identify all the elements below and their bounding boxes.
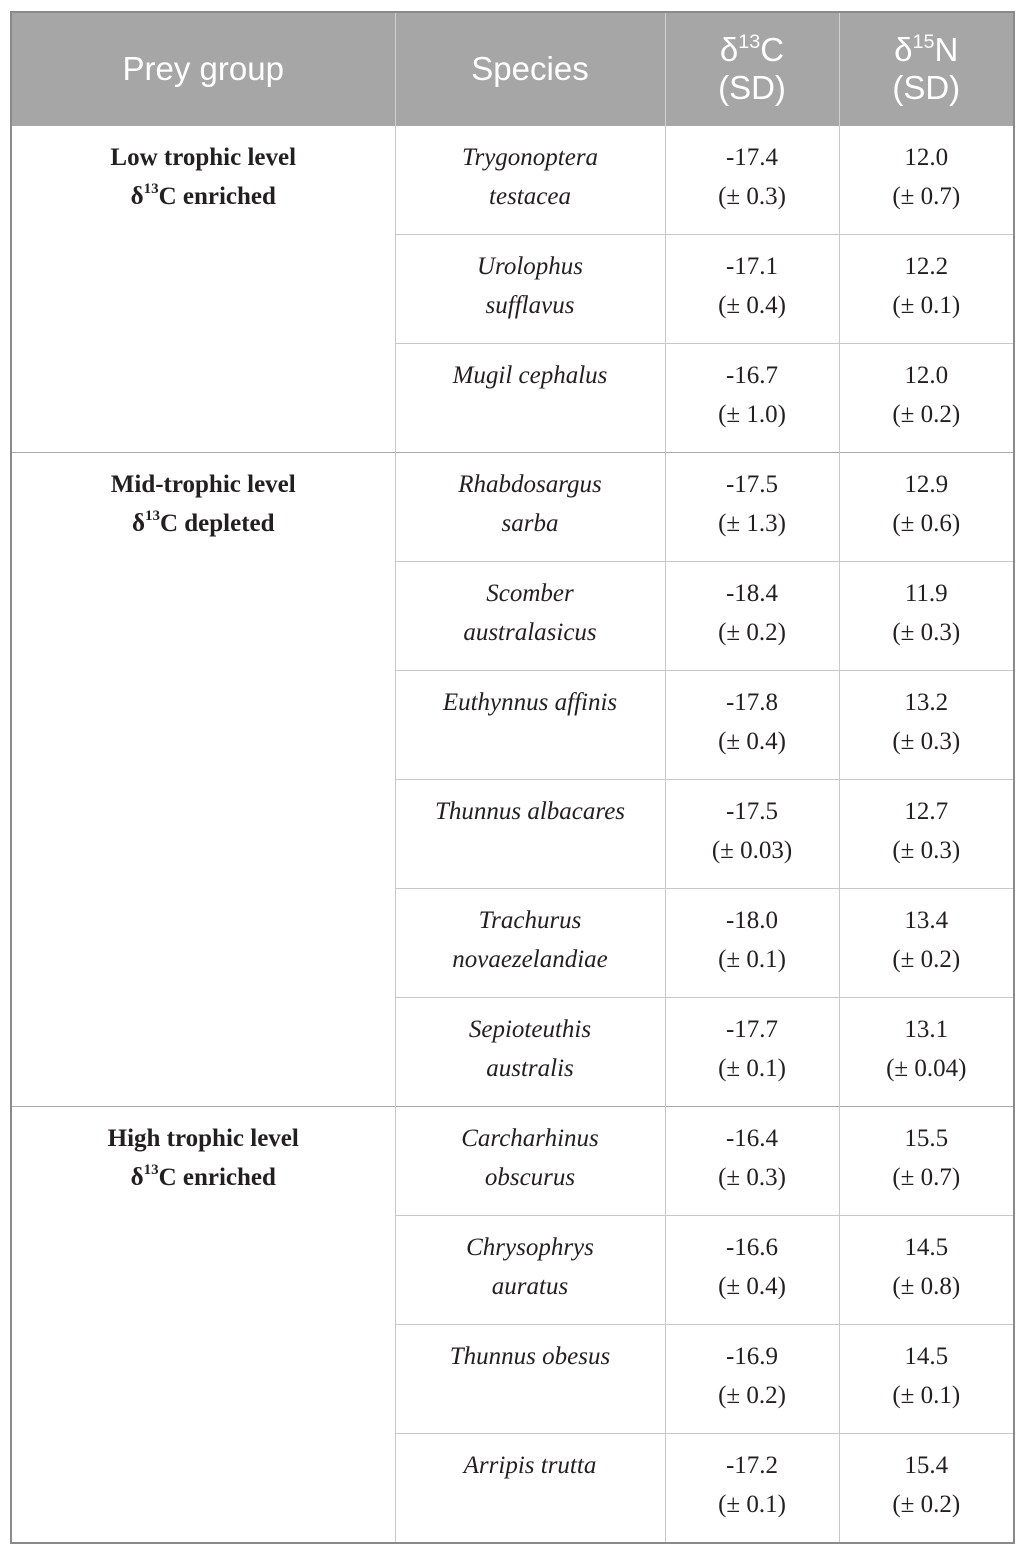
d13c-cell — [665, 344, 839, 453]
d15n-cell — [839, 562, 1014, 671]
table-body — [11, 126, 1014, 1544]
species-cell — [395, 1107, 665, 1216]
d15n-sd: (± 0.2) — [892, 946, 961, 973]
species-line2: testacea — [489, 183, 571, 210]
d15n-value: 12.2 — [904, 253, 949, 280]
d15n-cell — [839, 1325, 1014, 1434]
d15n-value: 13.1 — [904, 1016, 949, 1043]
species-cell — [395, 453, 665, 562]
prey-group-line1: High trophic level — [107, 1125, 299, 1152]
d15n-value: 12.7 — [904, 798, 949, 825]
d15n-value: 11.9 — [904, 580, 948, 607]
species-line1: Carcharhinus — [461, 1125, 599, 1152]
d13c-value: -17.5 — [725, 798, 779, 825]
species-line1: Thunnus albacares — [434, 798, 626, 825]
species-line1: Trygonoptera — [461, 144, 599, 171]
species-cell — [395, 1434, 665, 1544]
d15n-sd: (± 0.7) — [892, 1164, 961, 1191]
d15n-sd: (± 0.1) — [892, 292, 961, 319]
d13c-value: -16.9 — [725, 1343, 779, 1370]
d15n-value: 12.0 — [904, 144, 949, 171]
d13c-sd: (± 0.1) — [718, 946, 786, 973]
species-line1: Thunnus obesus — [449, 1343, 611, 1370]
d13c-value: -16.4 — [725, 1125, 779, 1152]
d15n-sd: (± 0.2) — [892, 1491, 961, 1518]
species-line1: Euthynnus affinis — [442, 689, 618, 716]
d13c-cell — [665, 1325, 839, 1434]
d15n-cell — [839, 1107, 1014, 1216]
d15n-cell — [839, 1434, 1014, 1544]
prey-group-cell — [11, 1107, 395, 1544]
d15n-sd: (± 0.7) — [892, 183, 961, 210]
prey-group-line1: Low trophic level — [110, 144, 297, 171]
table-row — [11, 126, 1014, 235]
species-line1: Arripis trutta — [463, 1452, 597, 1479]
d13c-value: -17.8 — [725, 689, 779, 716]
d15n-sd: (± 0.3) — [892, 619, 961, 646]
d15n-cell — [839, 344, 1014, 453]
d15n-sd: (± 0.1) — [892, 1382, 961, 1409]
d15n-value: 14.5 — [904, 1343, 949, 1370]
d13c-cell — [665, 453, 839, 562]
species-line2: obscurus — [484, 1164, 576, 1191]
d15n-value: 15.5 — [904, 1125, 949, 1152]
d13c-sd: (± 1.3) — [718, 510, 786, 537]
header-d15n-symbol: δ — [894, 31, 913, 68]
table-row — [11, 453, 1014, 562]
d15n-sd: (± 0.04) — [886, 1055, 967, 1082]
d13c-value: -17.2 — [725, 1452, 779, 1479]
prey-group-cell — [11, 453, 395, 1107]
header-d13c-sd: (SD) — [718, 69, 786, 106]
d13c-cell — [665, 1216, 839, 1325]
species-cell — [395, 235, 665, 344]
prey-group-symbol: δ — [130, 183, 144, 210]
isotope-table — [10, 11, 1015, 1544]
header-d15n-sd: (SD) — [892, 69, 961, 106]
d13c-cell — [665, 1107, 839, 1216]
d13c-value: -16.6 — [725, 1234, 779, 1261]
prey-group-sup: 13 — [143, 181, 159, 198]
d13c-sd: (± 0.03) — [711, 837, 793, 864]
d15n-cell — [839, 671, 1014, 780]
d13c-cell — [665, 562, 839, 671]
header-d13c — [665, 12, 839, 126]
d15n-sd: (± 0.6) — [892, 510, 961, 537]
d15n-value: 13.2 — [904, 689, 949, 716]
d15n-sd: (± 0.8) — [892, 1273, 961, 1300]
d13c-sd: (± 0.4) — [718, 1273, 786, 1300]
prey-group-line2: C enriched — [158, 1164, 276, 1191]
species-line1: Rhabdosargus — [458, 471, 602, 498]
d15n-value: 12.9 — [904, 471, 949, 498]
d13c-cell — [665, 889, 839, 998]
prey-group-line1: Mid-trophic level — [110, 471, 296, 498]
species-line1: Urolophus — [476, 253, 584, 280]
d13c-sd: (± 0.3) — [718, 1164, 786, 1191]
header-species: Species — [395, 12, 665, 126]
species-cell — [395, 126, 665, 235]
d15n-cell — [839, 1216, 1014, 1325]
species-cell — [395, 562, 665, 671]
header-prey-group: Prey group — [11, 12, 395, 126]
d13c-value: -17.4 — [725, 144, 779, 171]
d13c-sd: (± 0.3) — [718, 183, 786, 210]
d15n-cell — [839, 780, 1014, 889]
species-cell — [395, 780, 665, 889]
header-d15n-sup: 15 — [912, 31, 935, 54]
d15n-cell — [839, 889, 1014, 998]
species-line2: auratus — [491, 1273, 569, 1300]
prey-group-line2: C depleted — [159, 510, 275, 537]
d15n-cell — [839, 235, 1014, 344]
species-line1: Trachurus — [478, 907, 582, 934]
prey-group-sup: 13 — [143, 1162, 159, 1179]
d13c-cell — [665, 998, 839, 1107]
prey-group-sup: 13 — [144, 508, 160, 525]
d13c-value: -17.7 — [725, 1016, 779, 1043]
species-line2: australis — [486, 1055, 574, 1082]
species-cell — [395, 344, 665, 453]
species-cell — [395, 1216, 665, 1325]
d15n-value: 12.0 — [904, 362, 949, 389]
d13c-value: -18.0 — [725, 907, 779, 934]
d13c-sd: (± 0.1) — [718, 1491, 786, 1518]
d13c-cell — [665, 235, 839, 344]
header-row — [11, 12, 1014, 126]
species-line1: Mugil cephalus — [452, 362, 608, 389]
species-line1: Scomber — [486, 580, 574, 607]
header-d15n — [839, 12, 1014, 126]
species-line2: novaezelandiae — [452, 946, 608, 973]
prey-group-symbol: δ — [130, 1164, 144, 1191]
species-cell — [395, 1325, 665, 1434]
header-d13c-element: C — [760, 31, 785, 68]
d13c-cell — [665, 780, 839, 889]
d13c-sd: (± 0.1) — [718, 1055, 786, 1082]
header-d13c-sup: 13 — [738, 31, 761, 54]
d13c-sd: (± 0.4) — [718, 728, 786, 755]
d15n-cell — [839, 126, 1014, 235]
species-line2: sarba — [501, 510, 559, 537]
species-cell — [395, 889, 665, 998]
species-line2: sufflavus — [485, 292, 575, 319]
prey-group-cell — [11, 126, 395, 453]
species-cell — [395, 671, 665, 780]
species-cell — [395, 998, 665, 1107]
d13c-value: -16.7 — [725, 362, 779, 389]
d13c-cell — [665, 671, 839, 780]
d15n-value: 14.5 — [904, 1234, 949, 1261]
d15n-sd: (± 0.3) — [892, 837, 961, 864]
table-row — [11, 1107, 1014, 1216]
header-d15n-element: N — [934, 31, 959, 68]
d13c-cell — [665, 126, 839, 235]
d13c-sd: (± 1.0) — [718, 401, 786, 428]
d13c-cell — [665, 1434, 839, 1544]
d13c-sd: (± 0.4) — [718, 292, 786, 319]
header-d13c-symbol: δ — [719, 31, 739, 68]
d15n-cell — [839, 453, 1014, 562]
d15n-sd: (± 0.2) — [892, 401, 961, 428]
species-line2: australasicus — [463, 619, 597, 646]
species-line1: Chrysophrys — [466, 1234, 594, 1261]
prey-group-symbol: δ — [131, 510, 145, 537]
d13c-value: -18.4 — [725, 580, 779, 607]
d15n-value: 15.4 — [904, 1452, 949, 1479]
d13c-value: -17.1 — [725, 253, 779, 280]
d15n-sd: (± 0.3) — [892, 728, 961, 755]
d13c-value: -17.5 — [725, 471, 779, 498]
species-line1: Sepioteuthis — [468, 1016, 592, 1043]
d15n-cell — [839, 998, 1014, 1107]
d13c-sd: (± 0.2) — [718, 619, 786, 646]
d15n-value: 13.4 — [904, 907, 949, 934]
prey-group-line2: C enriched — [158, 183, 276, 210]
d13c-sd: (± 0.2) — [718, 1382, 786, 1409]
